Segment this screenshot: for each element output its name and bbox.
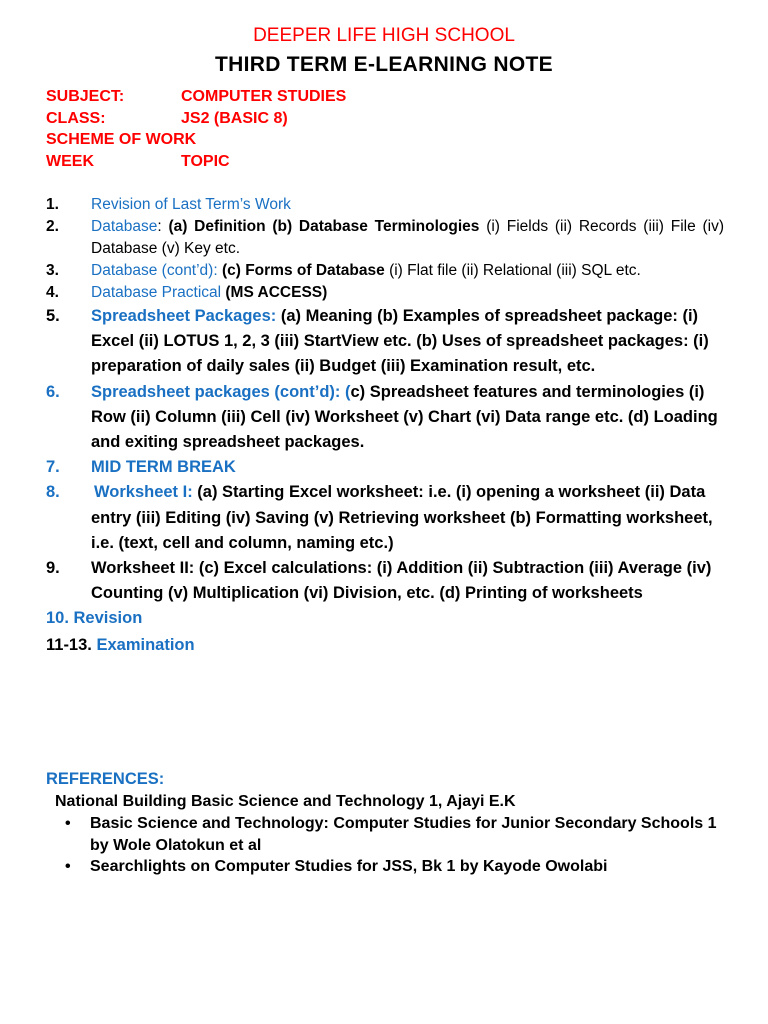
week-details: (i) Fields (ii) Records (iii) File (iv) Database (v) Key etc. (91, 218, 724, 257)
week-number: 7. (46, 458, 60, 477)
week-number: 2. (46, 218, 59, 235)
bullet-icon: • (65, 858, 71, 875)
week-item-11-13 (46, 633, 724, 658)
week-topic: Database (91, 218, 158, 235)
scheme-label: SCHEME OF WORK (46, 131, 197, 149)
topic-label: TOPIC (181, 153, 230, 171)
document-title: THIRD TERM E-LEARNING NOTE (215, 53, 553, 76)
week-item-7 (46, 455, 724, 480)
subject-label: SUBJECT: (46, 88, 125, 105)
class-label: CLASS: (46, 109, 106, 127)
week-number: 4. (46, 284, 59, 301)
week-details: (i) Flat file (ii) Relational (iii) SQL etc. (384, 262, 641, 279)
week-label: WEEK (46, 153, 94, 171)
class-row (46, 108, 346, 130)
week-topic: Spreadsheet Packages: (91, 307, 277, 325)
week-topic: Database Practical (91, 284, 222, 301)
reference-bullet-item (65, 813, 736, 856)
week-item-9 (46, 556, 724, 606)
week-number: 8. (46, 483, 60, 502)
week-subtopics: Worksheet II: (c) Excel calculations: (i) Addition (ii) Subtraction (iii) Average (iv) Counting (v) Multiplication (vi) Division, etc. (d) Printing of worksheets (91, 559, 712, 603)
week-topic: MID TERM BREAK (91, 458, 236, 477)
week-subtopics: c) Spreadsheet features and terminologies (i) Row (ii) Column (iii) Cell (iv) Worksheet (v) Chart (vi) Data range etc. (d) Loading and exiting spreadsheet packages. (91, 382, 718, 452)
class-value: JS2 (BASIC 8) (181, 109, 288, 127)
week-subtopics: (a) Meaning (b) Examples of spreadsheet package: (i) Excel (ii) LOTUS 1, 2, 3 (iii) StartView etc. (b) Uses of spreadsheet packages: (i) preparation of daily sales (ii) Budget (iii) Examination result, etc. (91, 307, 709, 376)
week-topic: Revision of Last Term’s Work (91, 196, 291, 213)
week-item-6 (46, 380, 724, 456)
week-colon: : (157, 218, 169, 235)
course-meta (46, 86, 346, 173)
week-number: 11-13. (46, 635, 92, 654)
week-topic: Spreadsheet packages (cont’d): ( (91, 382, 351, 401)
week-subtopics: (a) Starting Excel worksheet: i.e. (i) opening a worksheet (ii) Data entry (iii) Editing (iv) Saving (v) Retrieving worksheet (b) Formatting worksheet, i.e. (text, cell and column, naming etc.) (91, 483, 713, 552)
week-subtopics: (MS ACCESS) (221, 284, 328, 301)
week-number: 9. (46, 559, 60, 578)
week-item-2 (46, 216, 724, 260)
week-topic: 10. Revision (46, 609, 143, 628)
scheme-list (46, 194, 724, 658)
references-section (46, 768, 736, 878)
bullet-icon: • (65, 815, 71, 832)
reference-bullet-item (65, 856, 736, 878)
reference-text: Searchlights on Computer Studies for JSS, Bk 1 by Kayode Owolabi (90, 858, 608, 875)
reference-item: National Building Basic Science and Technology 1, Ajayi E.K (55, 793, 516, 810)
week-number: 3. (46, 262, 59, 279)
week-topic: Worksheet I: (94, 483, 193, 502)
scheme-row (46, 129, 346, 151)
week-topic: Examination (96, 635, 195, 654)
week-item-3 (46, 260, 724, 282)
week-item-4 (46, 282, 724, 304)
references-heading: REFERENCES: (46, 770, 165, 788)
week-topic: Database (cont’d) (91, 262, 214, 279)
week-colon: : (213, 262, 222, 279)
subject-row (46, 86, 346, 108)
week-topic-row (46, 151, 346, 173)
week-item-8 (46, 480, 724, 556)
week-number: 6. (46, 382, 60, 401)
school-name: DEEPER LIFE HIGH SCHOOL (253, 25, 515, 46)
week-subtopics: (a) Definition (b) Database Terminologies (168, 218, 480, 235)
week-item-1 (46, 194, 724, 216)
week-subtopics: (c) Forms of Database (221, 262, 385, 279)
week-number: 1. (46, 196, 59, 213)
reference-text: Basic Science and Technology: Computer Studies for Junior Secondary Schools 1 by Wole Olatokun et al (90, 815, 717, 854)
week-item-10 (46, 606, 724, 631)
subject-value: COMPUTER STUDIES (181, 88, 347, 105)
week-item-5 (46, 304, 724, 380)
week-number: 5. (46, 307, 60, 325)
